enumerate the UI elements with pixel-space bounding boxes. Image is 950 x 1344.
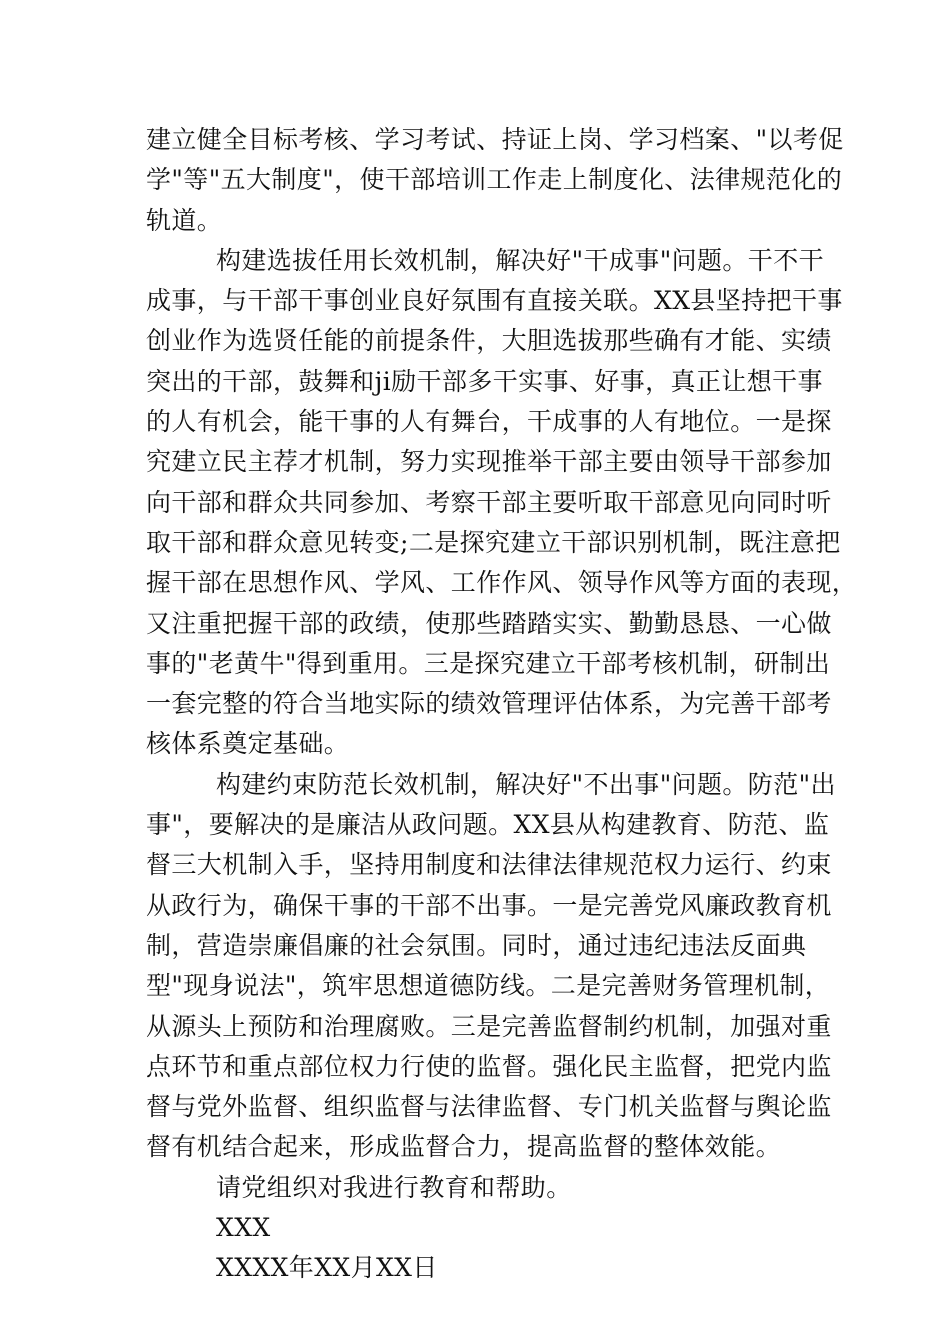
text-line: 突出的干部，鼓舞和ji励干部多干实事、好事，真正让想干事	[146, 366, 823, 396]
text-line: 督三大机制入手，坚持用制度和法律法律规范权力运行、约束	[146, 850, 832, 880]
text-line: 督有机结合起来，形成监督合力，提高监督的整体效能。	[146, 1132, 782, 1162]
text-line: 又注重把握干部的政绩，使那些踏踏实实、勤勤恳恳、一心做	[146, 608, 832, 638]
paragraph-2	[146, 241, 858, 765]
text-line: 握干部在思想作风、学风、工作作风、领导作风等方面的表现，	[146, 568, 858, 598]
text-line: 成事，与干部干事创业良好氛围有直接关联。XX县坚持把干事	[146, 286, 843, 316]
text-line: 制，营造崇廉倡廉的社会氛围。同时，通过违纪违法反面典	[146, 930, 807, 960]
text-line: 构建选拔任用长效机制，解决好"干成事"问题。干不干	[216, 245, 824, 275]
text-line: 轨道。	[146, 205, 223, 235]
text-line: 的人有机会，能干事的人有舞台，干成事的人有地位。一是探	[146, 407, 832, 437]
text-line: 一套完整的符合当地实际的绩效管理评估体系，为完善干部考	[146, 689, 832, 719]
text-line: 建立健全目标考核、学习考试、持证上岗、学习档案、"以考促	[146, 125, 844, 154]
text-line: 创业作为选贤任能的前提条件，大胆选拔那些确有才能、实绩	[146, 326, 832, 356]
paragraph-1	[146, 120, 844, 241]
date-line: XXXX年XX月XX日	[216, 1253, 438, 1283]
text-line: 学"等"五大制度"，使干部培训工作走上制度化、法律规范化的	[146, 165, 843, 195]
text-line: 向干部和群众共同参加、考察干部主要听取干部意见向同时听	[146, 487, 832, 517]
signature: XXX	[216, 1213, 271, 1243]
closing-line: 请党组织对我进行教育和帮助。	[216, 1172, 572, 1202]
text-line: 构建约束防范长效机制，解决好"不出事"问题。防范"出	[216, 769, 836, 799]
text-line: 点环节和重点部位权力行使的监督。强化民主监督，把党内监	[146, 1051, 832, 1081]
text-line: 事的"老黄牛"得到重用。三是探究建立干部考核机制，研制出	[146, 648, 831, 678]
text-line: 督与党外监督、组织监督与法律监督、专门机关监督与舆论监	[146, 1092, 832, 1122]
text-line: 事"，要解决的是廉洁从政问题。XX县从构建教育、防范、监	[146, 810, 830, 840]
document-body	[146, 120, 858, 1289]
text-line: 型"现身说法"，筑牢思想道德防线。二是完善财务管理机制，	[146, 971, 831, 1001]
text-line: 究建立民主荐才机制，努力实现推举干部主要由领导干部参加	[146, 447, 832, 477]
text-line: 从政行为，确保干事的干部不出事。一是完善党风廉政教育机	[146, 890, 832, 920]
text-line: 从源头上预防和治理腐败。三是完善监督制约机制，加强对重	[146, 1011, 832, 1041]
text-line: 取干部和群众意见转变;二是探究建立干部识别机制，既注意把	[146, 527, 841, 557]
paragraph-3	[146, 765, 836, 1168]
text-line: 核体系奠定基础。	[146, 729, 350, 759]
